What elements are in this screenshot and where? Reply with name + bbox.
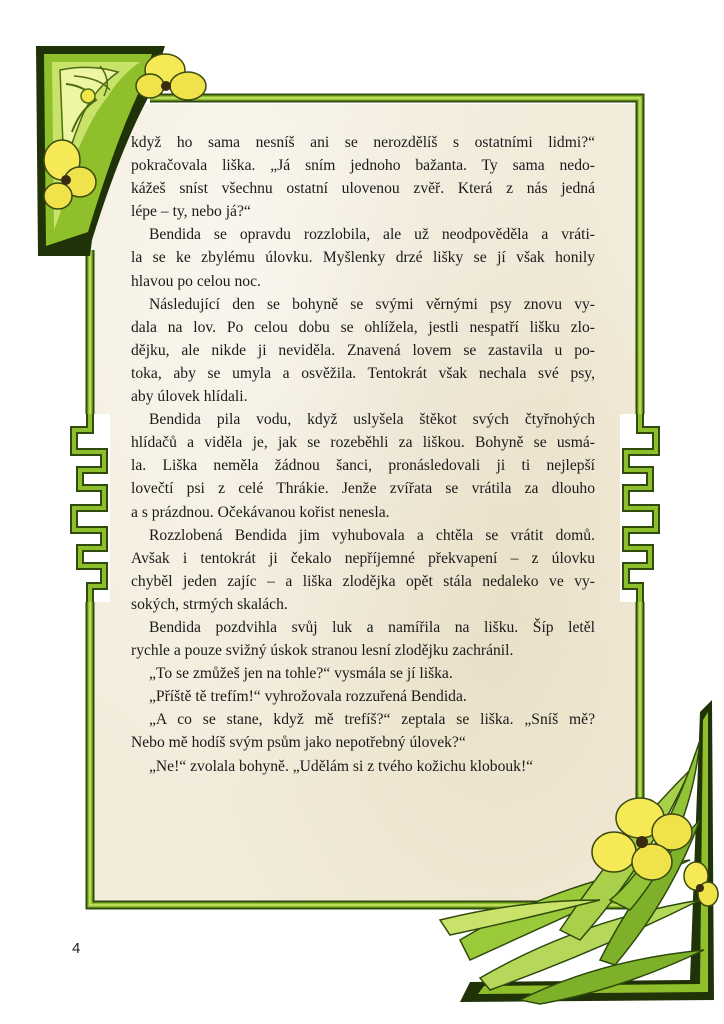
text-line: dala na lov. Po celou dobu se ohlížela, jestli nespatří lišku zlo-: [131, 318, 595, 336]
text-line: la se ke zbylému úlovku. Myšlenky drzé lišky se jí však honily: [131, 249, 595, 267]
text-line: sokých, strmých skalách.: [131, 595, 288, 613]
text-line: hlavou po celou noc.: [131, 272, 261, 290]
text-line: dějku, ale nikde ji neviděla. Znavená lovem se zastavila u po-: [131, 341, 595, 359]
text-line: lépe – ty, nebo já?“: [131, 203, 251, 221]
text-line: Nebo mě hodíš svým psům jako nepotřebný úlovek?“: [131, 734, 466, 752]
text-line: Rozzlobená Bendida jim vyhubovala a chtěla se vrátit domů.: [149, 526, 595, 544]
story-text: [131, 131, 595, 778]
text-line: „A co se stane, když mě trefíš?“ zeptala se liška. „Sníš mě?: [149, 711, 595, 729]
greek-key-left: [70, 414, 110, 602]
text-line: Bendida pila vodu, když uslyšela štěkot svých čtyřnohých: [149, 411, 595, 429]
text-line: když ho sama nesníš ani se nerozdělíš s ostatními lidmi?“: [131, 134, 595, 151]
text-line: a s prázdnou. Očekávanou kořist nenesla.: [131, 503, 390, 521]
text-line: kážeš sníst všechnu ostatní ulovenou zvěř. Která z nás jedná: [131, 180, 595, 198]
text-line: toka, aby se umyla a osvěžila. Tentokrát však nechala své psy,: [131, 364, 595, 382]
text-line: chyběl jeden zajíc – a liška zlodějka opět stála nedaleko ve vy-: [131, 572, 595, 590]
text-line: aby úlovek hlídali.: [131, 388, 248, 406]
text-line: Následující den se bohyně se svými věrnými psy znovu vy-: [149, 295, 595, 313]
text-line: la. Liška neměla žádnou šanci, pronásledovali ji ti nejlepší: [131, 457, 595, 475]
text-line: „To se zmůžeš jen na tohle?“ vysmála se jí liška.: [149, 665, 453, 683]
text-line: rychle a pouze svižný úskok stranou lesní zlodějku zachránil.: [131, 642, 514, 660]
text-line: Bendida se opravdu rozzlobila, ale už neodpověděla a vráti-: [149, 226, 595, 244]
text-line: „Ne!“ zvolala bohyně. „Udělám si z tvého kožichu klobouk!“: [149, 757, 534, 775]
text-line: lovečtí psi z celé Thrákie. Jenže zvířata se vrátila za dlouho: [131, 480, 595, 498]
text-line: Bendida pozdvihla svůj luk a namířila na lišku. Šíp letěl: [149, 618, 595, 636]
text-line: Avšak i tentokrát ji čekalo nepříjemné překvapení – z úlovku: [131, 549, 595, 567]
page-number: 4: [72, 940, 81, 957]
text-line: pokračovala liška. „Já sním jednoho bažanta. Ty sama nedo-: [131, 157, 595, 175]
greek-key-right: [620, 414, 660, 602]
text-line: „Příště tě trefím!“ vyhrožovala rozzuřená Bendida.: [149, 688, 467, 706]
text-line: hlídačů a viděla je, jak se rozeběhli za liškou. Bohyně se usmá-: [131, 434, 595, 452]
